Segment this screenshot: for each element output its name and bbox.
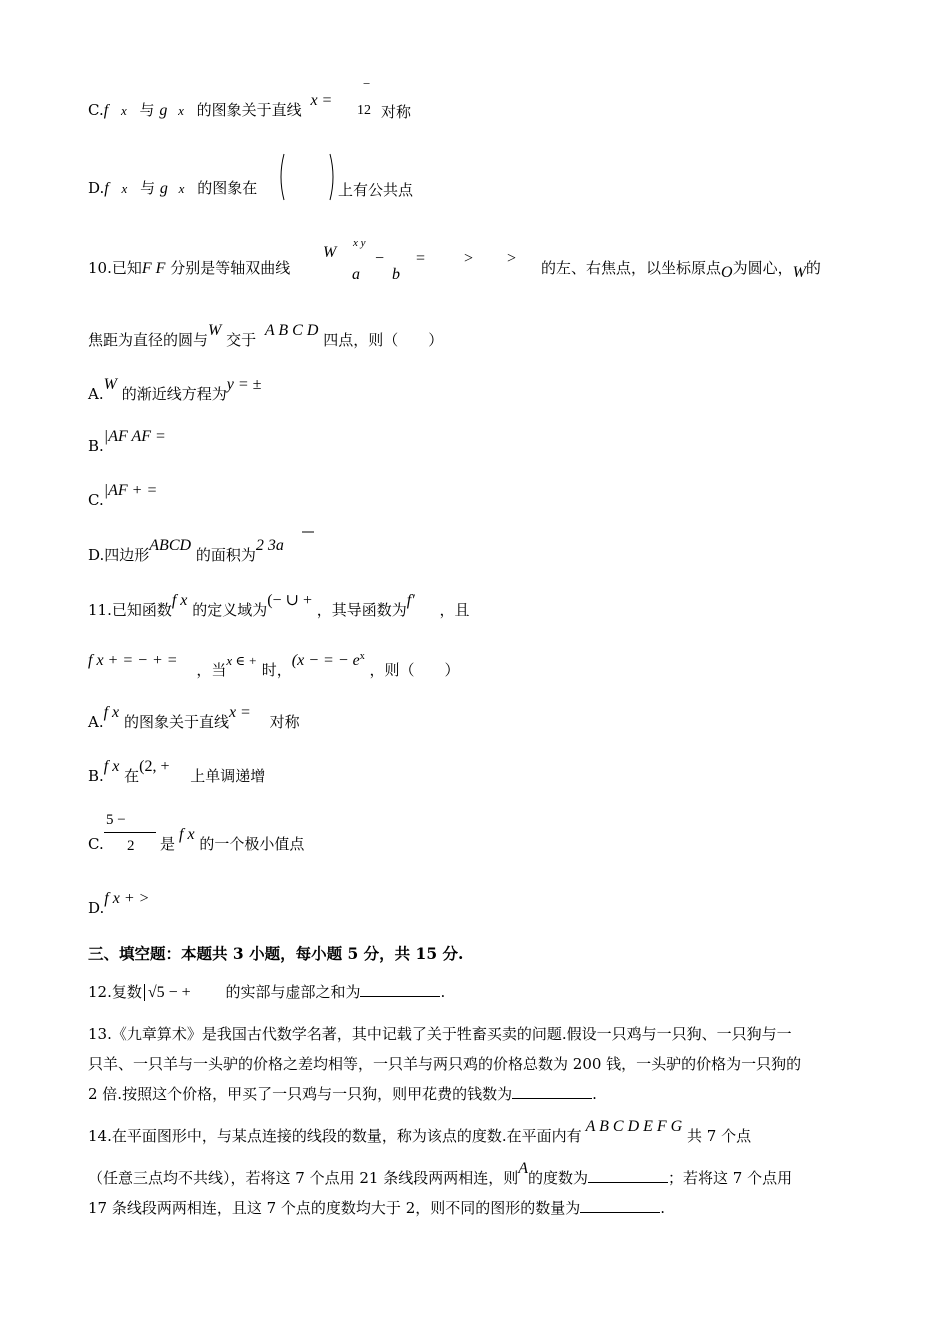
q10-minus: − xyxy=(375,250,385,267)
q13-line1: 13.《九章算术》是我国古代数学名著，其中记载了关于牲畜买卖的问题.假设一只鸡与一只狗、一只狗与一 xyxy=(88,1025,792,1043)
q12-answer-blank[interactable] xyxy=(360,982,440,997)
section3-heading: 三、填空题：本题共 3 小题，每小题 5 分，共 15 分. xyxy=(88,944,464,963)
q11-option-c: C. xyxy=(88,835,104,853)
q12: 12.复数 √5 − + 的实部与虚部之和为 . xyxy=(88,983,446,1001)
q11-option-b: B.f x 在(2, + 上单调递增 xyxy=(88,758,266,785)
q14-line2: （任意三点均不共线），若将这 7 个点用 21 条线段两两相连，则A的度数为 ；若将这 7 个点用 xyxy=(88,1160,793,1187)
q13-line3: 2 倍.按照这个价格，甲买了一只鸡与一只狗，则甲花费的钱数为 . xyxy=(88,1085,597,1103)
q9-option-c: C.f x 与 g x 的图象关于直线 x = xyxy=(88,92,333,119)
q9-c-end: 对称 xyxy=(381,103,412,121)
q14-answer-blank-1[interactable] xyxy=(588,1168,668,1183)
q11-c-frac-bar xyxy=(104,832,156,833)
q11-c-rest: 是f x 的一个极小值点 xyxy=(160,826,305,853)
q9-d-interval-parens xyxy=(276,152,338,202)
q10-w: W xyxy=(323,244,337,261)
q10-b-den: b xyxy=(392,266,400,283)
q10-stem-line2: 焦距为直径的圆与W 交于 A B C D 四点，则（ ） xyxy=(88,322,444,349)
q10-d-sqrt-bar xyxy=(290,528,320,550)
q10-eq: = xyxy=(416,250,426,267)
q11-c-den: 2 xyxy=(127,838,135,854)
q11-option-d: D.f x + > xyxy=(88,890,150,917)
q9-option-d: D.f x 与 g x 的图象在 xyxy=(88,179,258,197)
q14-line3: 17 条线段两两相连，且这 7 个点的度数均大于 2，则不同的图形的数量为 . xyxy=(88,1199,666,1217)
q14-line1: 14.在平面图形中，与某点连接的线段的数量，称为该点的度数.在平面内有A B C D E F G 共 7 个点 xyxy=(88,1118,752,1145)
q11-c-num: 5 − xyxy=(106,812,126,828)
q10-a-den: a xyxy=(352,266,360,283)
q10-xy: x y xyxy=(353,237,366,249)
q11-stem-line1: 11.已知函数f x 的定义域为(− ∪ + ，其导函数为f′ ，且 xyxy=(88,592,470,619)
q11-option-a: A.f x 的图象关于直线x = 对称 xyxy=(88,704,300,731)
q10-option-c: C.|AF + = xyxy=(88,482,158,509)
q10-option-d: D.四边形ABCD 的面积为2 3a xyxy=(88,537,284,564)
q9-d-end: 上有公共点 xyxy=(338,181,414,199)
q10-stem-line1: 10.已知F F 分别是等轴双曲线 xyxy=(88,259,291,277)
q10-gt2: > xyxy=(507,250,517,267)
q11-stem-line2: f x + = − + = ，当x ∈ + 时，(x − = − $e^x$ ，则（ ） xyxy=(88,651,460,679)
q10-gt1: > xyxy=(464,250,474,267)
q13-line2: 只羊、一只羊与一头驴的价格之差均相等，一只羊与两只鸡的价格总数为 200 钱，一头驴的价格为一只狗的 xyxy=(88,1055,802,1073)
q10-stem-line1-rest: 的左、右焦点，以坐标原点O为圆心，W的 xyxy=(541,259,821,281)
q13-answer-blank[interactable] xyxy=(512,1084,592,1099)
q10-option-a: A.W 的渐近线方程为y = ± xyxy=(88,376,262,403)
q9-c-frac-den: 12 xyxy=(357,103,371,118)
q10-option-b: B.|AF AF = xyxy=(88,428,166,455)
q14-answer-blank-2[interactable] xyxy=(580,1198,660,1213)
q9-c-frac-num: − xyxy=(363,76,371,91)
